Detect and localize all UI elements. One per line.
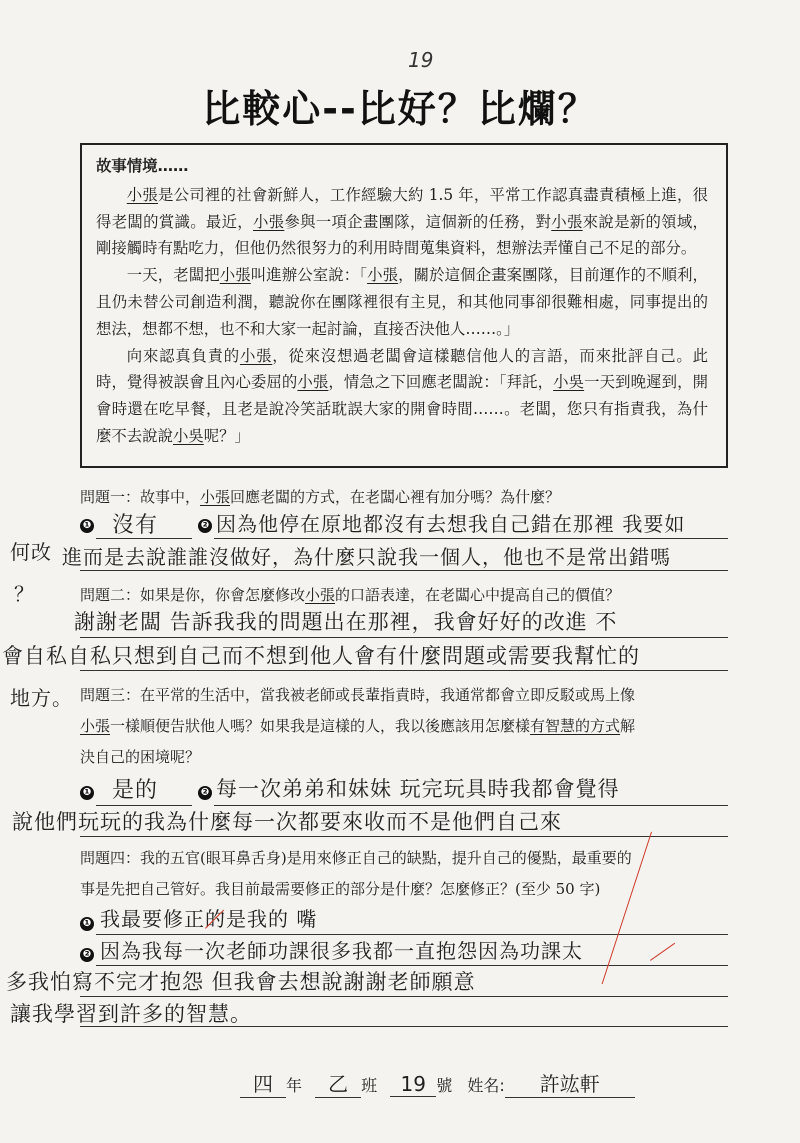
story-box <box>80 143 728 468</box>
answer-line <box>80 996 728 997</box>
story-paragraph-2: 一天，老闆把小張叫進辦公室說：「小張，關於這個企畫案團隊，目前運作的不順利，且仍未替公司創造利潤，聽說你在團隊裡很有主見，和其他同事卻很難相處，同事提出的想法，想都不想，也不和大家一起討論，直接否決他人……。」 <box>96 266 708 338</box>
answer-4-line-1: 我最要修正的是我的 嘴 <box>100 907 318 931</box>
story-paragraph-3: 向來認真負責的小張，從來沒想過老闆會這樣聽信他人的言語，而來批評自己。此時，覺得被誤會且內心委屈的小張，情急之下回應老闆說：「拜託，小吳一天到晚遲到，開會時還在吃早餐，且老是說冷笑話耽誤大家的開會時間……。老闆，您只有指責我，為什麼不去說說小吳呢？」 <box>96 346 708 445</box>
answer-3-line-2: 說他們玩玩的我為什麼每一次都要來收而不是他們自己來 <box>12 810 562 834</box>
class-label: 班 <box>361 1076 378 1095</box>
seat-number-label: 號 <box>436 1076 453 1095</box>
answer-3-marker-1: ❶ <box>80 782 94 801</box>
story-heading: 故事情境…… <box>96 157 189 175</box>
answer-1-marker-2: ❷ <box>198 515 212 534</box>
answer-1-marker-1: ❶ <box>80 515 94 534</box>
answer-2-line-2: 會自私自私只想到自己而不想到他人會有什麼問題或需要我幫忙的 <box>2 644 640 668</box>
grade-value: 四 <box>240 1068 286 1098</box>
answer-1-line-2: 進而是去說誰誰沒做好，為什麼只說我一個人，他也不是常出錯嗎 <box>62 545 671 569</box>
question-3-line-1: 問題三：在平常的生活中，當我被老師或長輩指責時，我通常都會立即反駁或馬上像 <box>80 686 636 704</box>
answer-3-short: 是的 <box>112 778 159 803</box>
question-4-line-2: 事是先把自己管好。我目前最需要修正的部分是什麼？怎麼修正？(至少 50 字) <box>80 880 601 898</box>
student-info-footer <box>240 1068 635 1098</box>
answer-2-line-3: 地方。 <box>10 686 73 710</box>
class-value: 乙 <box>315 1068 361 1098</box>
answer-4-marker-1: ❶ <box>80 913 94 932</box>
answer-line <box>214 538 728 539</box>
grade-label: 年 <box>286 1076 303 1095</box>
seat-number-value: 19 <box>390 1072 436 1097</box>
question-3-line-2: 小張一樣順便告狀他人嗎？如果我是這樣的人，我以後應該用怎麼樣有智慧的方式解 <box>80 717 636 735</box>
answer-1-short: 沒有 <box>112 513 159 538</box>
answer-4-line-2: 因為我每一次老師功課很多我都一直抱怨因為功課太 <box>100 939 583 963</box>
story-paragraph-1: 小張是公司裡的社會新鮮人，工作經驗大約 1.5 年，平常工作認真盡責積極上進，很得老闆的賞識。最近，小張參與一項企畫團隊，這個新的任務，對小張來說是新的領域，剛接觸時有點吃力，但他仍然很努力的利用時間蒐集資料，想辦法弄懂自己不足的部分。 <box>96 185 708 258</box>
red-correction-mark <box>650 943 675 961</box>
question-2: 問題二：如果是你，你會怎麼修改小張的口語表達，在老闆心中提高自己的價值？ <box>80 586 621 604</box>
answer-4-line-3: 多我怕寫不完才抱怨 但我會去想說謝謝老師願意 <box>6 970 476 994</box>
page-number: 19 <box>408 48 434 72</box>
question-4-line-1: 問題四：我的五官(眼耳鼻舌身)是用來修正自己的缺點，提升自己的優點，最重要的 <box>80 849 632 867</box>
question-1: 問題一：故事中，小張回應老闆的方式，在老闆心裡有加分嗎？為什麼？ <box>80 488 561 506</box>
answer-line <box>80 570 728 571</box>
answer-4-marker-2: ❷ <box>80 944 94 963</box>
name-label: 姓名: <box>467 1076 505 1095</box>
answer-3-marker-2: ❷ <box>198 782 212 801</box>
answer-1-margin-q: ？ <box>14 582 35 606</box>
answer-2-line-1: 謝謝老闆 告訴我我的問題出在那裡，我會好好的改進 不 <box>74 610 618 634</box>
answer-4-line-4: 讓我學習到許多的智慧。 <box>10 1002 252 1026</box>
worksheet-title: 比較心--比好？比爛？ <box>202 87 598 131</box>
student-name: 許竑軒 <box>505 1068 635 1098</box>
answer-1-margin: 何改 <box>10 540 52 564</box>
answer-1-line-1: 因為他停在原地都沒有去想我自己錯在那裡 我要如 <box>216 512 686 536</box>
question-3-line-3: 決自己的困境呢？ <box>80 748 201 766</box>
answer-3-line-1: 每一次弟弟和妹妹 玩完玩具時我都會覺得 <box>216 777 620 801</box>
answer-line <box>80 836 728 837</box>
answer-line <box>80 670 728 671</box>
answer-line <box>80 637 728 638</box>
